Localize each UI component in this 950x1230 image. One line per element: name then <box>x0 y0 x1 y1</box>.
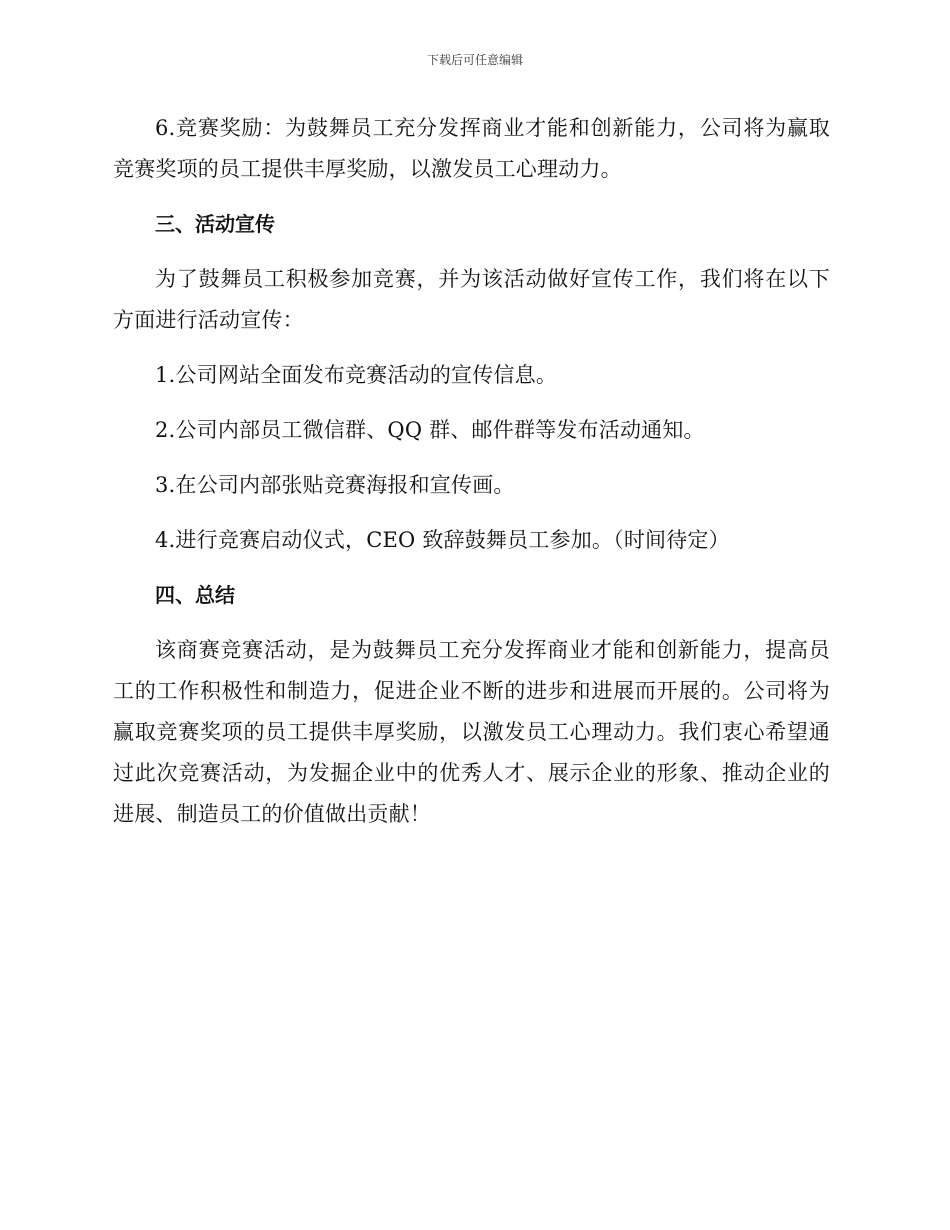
section-heading-summary: 四、总结 <box>155 583 235 607</box>
page-header: 下载后可任意编辑 <box>426 53 523 67</box>
list-item: 3.在公司内部张贴竞赛海报和宣传画。 <box>155 473 515 497</box>
document-body <box>113 108 830 849</box>
list-item: 2.公司内部员工微信群、QQ 群、邮件群等发布活动通知。 <box>155 418 705 442</box>
list-item: 1.公司网站全面发布竞赛活动的宣传信息。 <box>155 363 558 387</box>
paragraph-promotion-intro: 为了鼓舞员工积极参加竞赛，并为该活动做好宣传工作，我们将在以下方面进行活动宣传： <box>113 267 830 332</box>
paragraph-reward: 6.竞赛奖励：为鼓舞员工充分发挥商业才能和创新能力，公司将为赢取竞赛奖项的员工提供丰厚奖励，以激发员工心理动力。 <box>113 116 830 181</box>
section-heading-promotion: 三、活动宣传 <box>155 212 275 236</box>
list-item: 4.进行竞赛启动仪式，CEO 致辞鼓舞员工参加。（时间待定） <box>155 528 730 552</box>
paragraph-summary: 该商赛竞赛活动，是为鼓舞员工充分发挥商业才能和创新能力，提高员工的工作积极性和制造力，促进企业不断的进步和进展而开展的。公司将为赢取竞赛奖项的员工提供丰厚奖励，以激发员工心理动力。我们衷心希望通过此次竞赛活动，为发掘企业中的优秀人才、展示企业的形象、推动企业的进展、制造员工的价值做出贡献！ <box>113 638 830 826</box>
